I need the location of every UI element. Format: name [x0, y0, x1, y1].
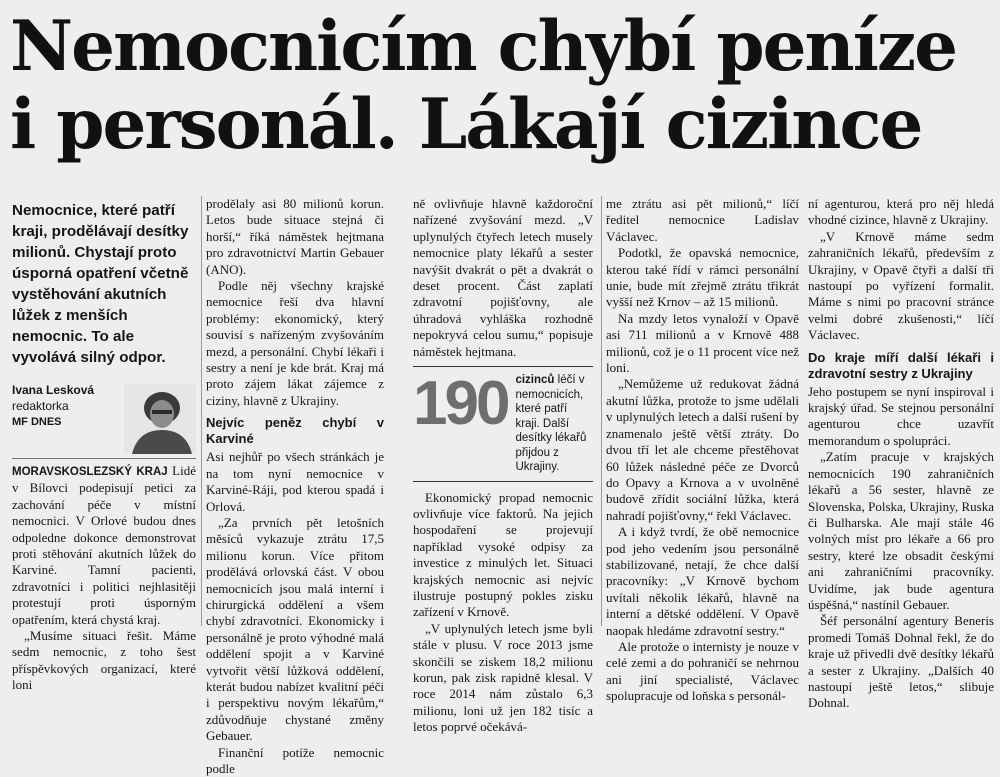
subheading: Nejvíc peněz chybí v Karviné — [206, 415, 384, 447]
column-divider — [201, 196, 202, 626]
byline — [12, 382, 196, 454]
column-5 — [808, 196, 994, 711]
lead-paragraph: Nemocnice, které patří kraji, prodělávají desítky milionů. Chystají proto úsporná opatření včetně vystěhování akutních lůžek z menších nemocnic. To ale vyvolává silný odpor. — [12, 202, 189, 366]
subheading: Do kraje míří další lékaři i zdravotní sestry z Ukrajiny — [808, 349, 994, 381]
author-role: redaktorka — [12, 399, 69, 413]
byline-divider — [12, 458, 196, 459]
column-1 — [12, 200, 196, 693]
paragraph: prodělaly asi 80 milionů korun. Letos bude situace stejná či horší,“ říká náměstek hejtmana pro zdravotnictví Martin Gebauer (ANO). — [206, 196, 384, 277]
author-photo — [124, 384, 196, 454]
column-4 — [606, 196, 799, 704]
paragraph: Podotkl, že opavská nemocnice, kterou také řídí v rámci personální unie, bude mít zřejmě ztrátu třikrát vyšší než Krnov – až 15 milionů. — [606, 245, 799, 310]
paragraph: Ale protože o internisty je nouze v celé zemi a do pohraničí se nehrnou ani jiní specialisté, Václavec spolupracuje od loňska s personál- — [606, 638, 799, 704]
pull-quote-bold: cizinců — [515, 374, 555, 387]
headline — [10, 8, 995, 164]
paragraph — [12, 463, 196, 628]
paragraph: „V Krnově máme sedm zahraničních lékařů, především z Ukrajiny, v Opavě čtyři a další tři nastoupí po vyřízení formalit. Máme s nimi po pracovní stránce velmi dobré zkušenosti,“ líčí Václavec. — [808, 228, 994, 343]
pull-quote — [413, 366, 593, 482]
paragraph: me ztrátu asi pět milionů,“ líčí ředitel nemocnice Ladislav Václavec. — [606, 196, 799, 244]
paragraph: ně ovlivňuje hlavně každoroční nařízené zvyšování mezd. „V uplynulých čtyřech letech musely nemocnice platy lékařů a sester navýšit dvakrát o pět a dvakrát o deset procent. Část zaplatí zdravotní pojišťovny, ale úhradová vyhláška rozhodně nepokryvá celou sumu,“ popisuje náměstek hejtmana. — [413, 196, 593, 359]
paragraph: Jeho postupem se nyní inspiroval i krajský úřad. Se stejnou personální agenturou chce uzavřít memorandum o spolupráci. — [808, 383, 994, 448]
paragraph: Na mzdy letos vynaloží v Opavě asi 711 milionů a v Krnově 488 milionů, což je o 11 procent více než loni. — [606, 310, 799, 376]
paragraph: ní agenturou, která pro něj hledá vhodné cizince, hlavně z Ukrajiny. — [808, 196, 994, 228]
paragraph: Finanční potíže nemocnic podle — [206, 744, 384, 776]
paragraph: A i když tvrdí, že obě nemocnice pod jeho vedením jsou personálně stabilizované, netají, že chce další pracovníky: „V Krnově bychom uvítali několik lékařů, hlavně na interní a dětské oddělení. V Opavě naopak hledáme zdravotní sestry.“ — [606, 524, 799, 638]
column-divider — [601, 196, 602, 626]
pull-quote-text — [515, 373, 593, 475]
paragraph: „V uplynulých letech jsme byli stále v plusu. V roce 2013 jsme skončili se ziskem 18,2 milionu korun, pak zisk rapidně klesal. V roce 2014 nám zůstalo 6,3 milionu, loni už jen 182 tisíc a letos poprvé očekává- — [413, 620, 593, 735]
column-2 — [206, 196, 384, 776]
column-3 — [413, 196, 593, 735]
dateline: MORAVSKOSLEZSKÝ KRAJ — [12, 466, 168, 478]
paragraph: Podle něj všechny krajské nemocnice řeší dva hlavní problémy: ekonomický, který souvisí s nařízeným zvyšováním mezd, a personální. Chybí lékaři i sestry a není je kde brát. Kraj má proto zájem lákat zájemce z ciziny, hlavně z Ukrajiny. — [206, 278, 384, 408]
paragraph: „Musíme situaci řešit. Máme sedm nemocnic, z toho šest příspěvkových organizací, které loni — [12, 628, 196, 693]
paragraph: „Nemůžeme už redukovat žádná akutní lůžka, protože to jsme udělali v uplynulých letech a další rušení by znamenalo ještě větší ztráty. Do dvou tří let ale chceme přestěhovat 60 lůžek následné péče ze Dvorců do Opavy a Krnova a v uvolněné budově zřídit sociální lůžka, která nahradí pojišťovny,“ řekl Václavec. — [606, 376, 799, 523]
author-name: Ivana Lesková — [12, 383, 95, 397]
paragraph: „Za prvních pět letošních měsíců vykazuje ztrátu 17,5 milionu korun. Více přitom prodělává orlovská část. V obou nemocnicích jsou malá interní i chirurgická oddělení a všem chybí zdravotníci. Ekonomicky i personálně je proto výhodné malá oddělení spojit a v Karviné vytvořit větší lůžková oddělení, kterát budou nabízet kvalitní péči i perspektivu novým lékařům,“ zdůvodňuje chystané změny Gebauer. — [206, 514, 384, 744]
paragraph: Šéf personální agentury Beneris promedi Tomáš Dohnal řekl, že do kraje už přivedli dvě desítky lékařů a sester z Ukrajiny. „Dalších 40 nastoupí ještě letos,“ slibuje Dohnal. — [808, 613, 994, 711]
pull-quote-rest: léčí v nemocnicích, které patří kraji. Další desítky lékařů přijdou z Ukrajiny. — [515, 374, 587, 474]
paragraph: Asi nejhůř po všech stránkách je na tom nyní nemocnice v Karviné-Ráji, pod kterou spadá i Orlová. — [206, 449, 384, 514]
author-org: MF DNES — [12, 416, 62, 428]
headline-line-1: Nemocnicím chybí peníze — [10, 6, 957, 87]
headline-line-2: i personál. Lákají cizince — [10, 84, 922, 165]
paragraph-text: Lidé v Bílovci podepisují petici za zachování péče v místní nemocnici. V Orlové budou dnes odpoledne dokonce demonstrovat proti stěhování akutních lůžek do Karviné. Tamní pacienti, zdravotníci i politici nejhlasitěji protestují proti úsporným opatřením, která chystá kraj. — [12, 463, 196, 627]
paragraph: Ekonomický propad nemocnic ovlivňuje více faktorů. Na jejich hospodaření se projevují například vysoké odpisy za investice z minulých let. Situaci krajských nemocnic asi nejvíc ilustruje postupný pokles zisku zařízení v Krnově. — [413, 489, 593, 620]
paragraph: „Zatím pracuje v krajských nemocnicích 190 zahraničních lékařů a 56 sester, hlavně ze Slovenska, Polska, Ukrajiny, Ruska či Bulharska. Ale mají stále 46 volných míst pro lékaře a 66 pro sestry, které lze obsadit českými ani zahraničními pracovníky. Uvidíme, jak bude agentura úspěšná,“ nastínil Gebauer. — [808, 449, 994, 612]
pull-quote-number: 190 — [413, 369, 508, 439]
